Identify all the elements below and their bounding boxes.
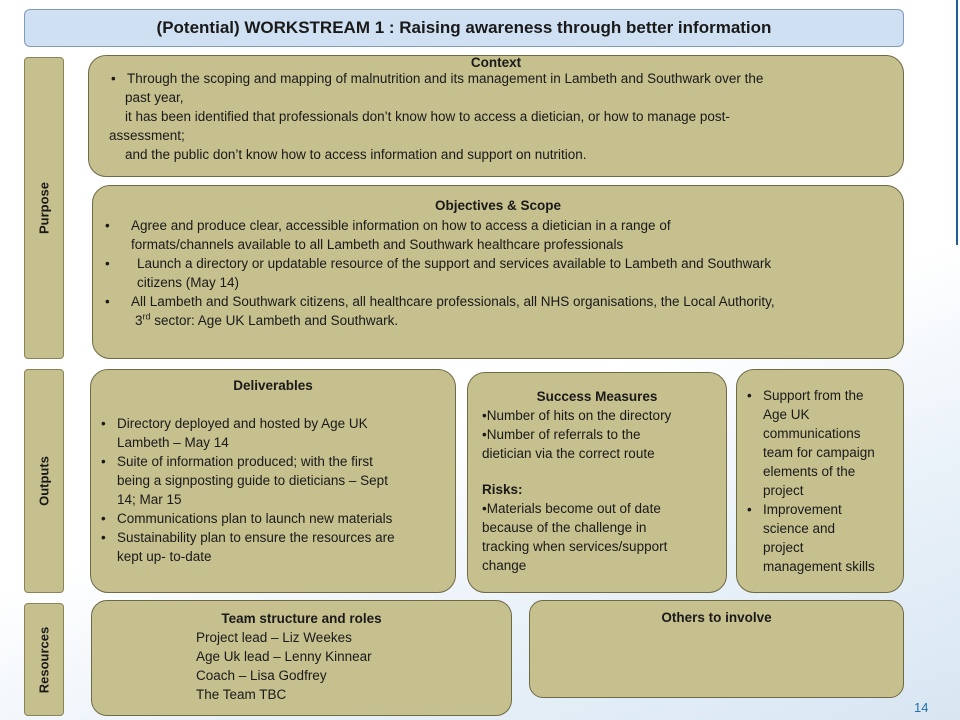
outputs-label-text: Outputs xyxy=(36,456,52,506)
others-to-involve-heading: Others to involve xyxy=(661,610,772,625)
page-number: 14 xyxy=(914,700,929,715)
team-structure-box xyxy=(91,600,512,716)
team-role: Coach – Lisa Godfrey xyxy=(196,668,327,683)
risk-line: because of the challenge in xyxy=(482,520,647,535)
right-edge-rule xyxy=(956,0,958,245)
objective-line: citizens (May 14) xyxy=(137,275,240,290)
deliverable-line: 14; Mar 15 xyxy=(117,492,182,507)
support-line: communications xyxy=(763,426,861,441)
context-line: past year, xyxy=(125,90,184,105)
support-line: management skills xyxy=(763,559,875,574)
context-line: and the public don’t know how to access information and support on nutrition. xyxy=(125,147,587,162)
risks-heading: Risks: xyxy=(482,482,523,497)
resources-label-text: Resources xyxy=(36,626,52,693)
deliverable-line: being a signposting guide to dieticians – Sept xyxy=(117,473,388,488)
risk-item: •Materials become out of date xyxy=(482,501,661,516)
context-line: assessment; xyxy=(109,128,185,143)
success-measures-box xyxy=(467,372,727,593)
deliverable-item: • Sustainability plan to ensure the resources are xyxy=(95,528,449,547)
success-measure-item: •Number of hits on the directory xyxy=(482,408,672,423)
support-line: Age UK xyxy=(763,407,810,422)
support-item: • Improvement xyxy=(741,500,901,519)
objective-item: • Agree and produce clear, accessible information on how to access a dietician in a range of xyxy=(99,216,897,235)
support-line: science and xyxy=(763,521,836,536)
deliverable-line: Lambeth – May 14 xyxy=(117,435,229,450)
objectives-heading: Objectives & Scope xyxy=(434,198,562,213)
success-measures-heading: Success Measures xyxy=(536,389,658,404)
deliverable-item: • Communications plan to launch new materials xyxy=(95,509,449,528)
risk-line: tracking when services/support xyxy=(482,539,668,554)
context-box xyxy=(88,55,904,177)
outputs-label xyxy=(24,369,64,593)
deliverables-box xyxy=(90,369,456,593)
team-role: The Team TBC xyxy=(196,687,287,702)
support-item: • Support from the xyxy=(741,386,901,405)
success-measure-line: dietician via the correct route xyxy=(482,446,655,461)
risk-line: change xyxy=(482,558,527,573)
resources-label xyxy=(24,603,64,716)
context-line: it has been identified that professionals don’t know how to access a dietician, or how to manage post- xyxy=(125,109,730,124)
team-role: Age Uk lead – Lenny Kinnear xyxy=(196,649,372,664)
deliverable-line: kept up- to-date xyxy=(117,549,212,564)
team-structure-heading: Team structure and roles xyxy=(221,611,382,626)
others-to-involve-box xyxy=(529,600,904,698)
deliverable-item: • Directory deployed and hosted by Age UK xyxy=(95,414,449,433)
success-measure-item: •Number of referrals to the xyxy=(482,427,641,442)
objective-line: formats/channels available to all Lambeth and Southwark healthcare professionals xyxy=(131,237,624,252)
objectives-box xyxy=(92,185,904,359)
support-line: project xyxy=(763,483,804,498)
objective-item: • Launch a directory or updatable resource of the support and services available to Lambeth and Southwark xyxy=(99,254,897,273)
context-item: • Through the scoping and mapping of malnutrition and its management in Lambeth and Southwark over the xyxy=(105,69,893,88)
purpose-label xyxy=(24,57,64,359)
support-line: team for campaign xyxy=(763,445,875,460)
support-box xyxy=(736,369,904,593)
slide-title: (Potential) WORKSTREAM 1 : Raising awareness through better information xyxy=(24,9,904,47)
support-line: elements of the xyxy=(763,464,856,479)
context-heading: Context xyxy=(470,55,522,70)
purpose-label-text: Purpose xyxy=(36,181,52,235)
objective-line: 3rd sector: Age UK Lambeth and Southwark. xyxy=(135,311,399,328)
team-role: Project lead – Liz Weekes xyxy=(196,630,352,645)
deliverables-heading: Deliverables xyxy=(233,378,313,393)
objective-item: • All Lambeth and Southwark citizens, all healthcare professionals, all NHS organisations, the Local Authority, xyxy=(99,292,897,311)
deliverable-item: • Suite of information produced; with the first xyxy=(95,452,449,471)
support-line: project xyxy=(763,540,804,555)
